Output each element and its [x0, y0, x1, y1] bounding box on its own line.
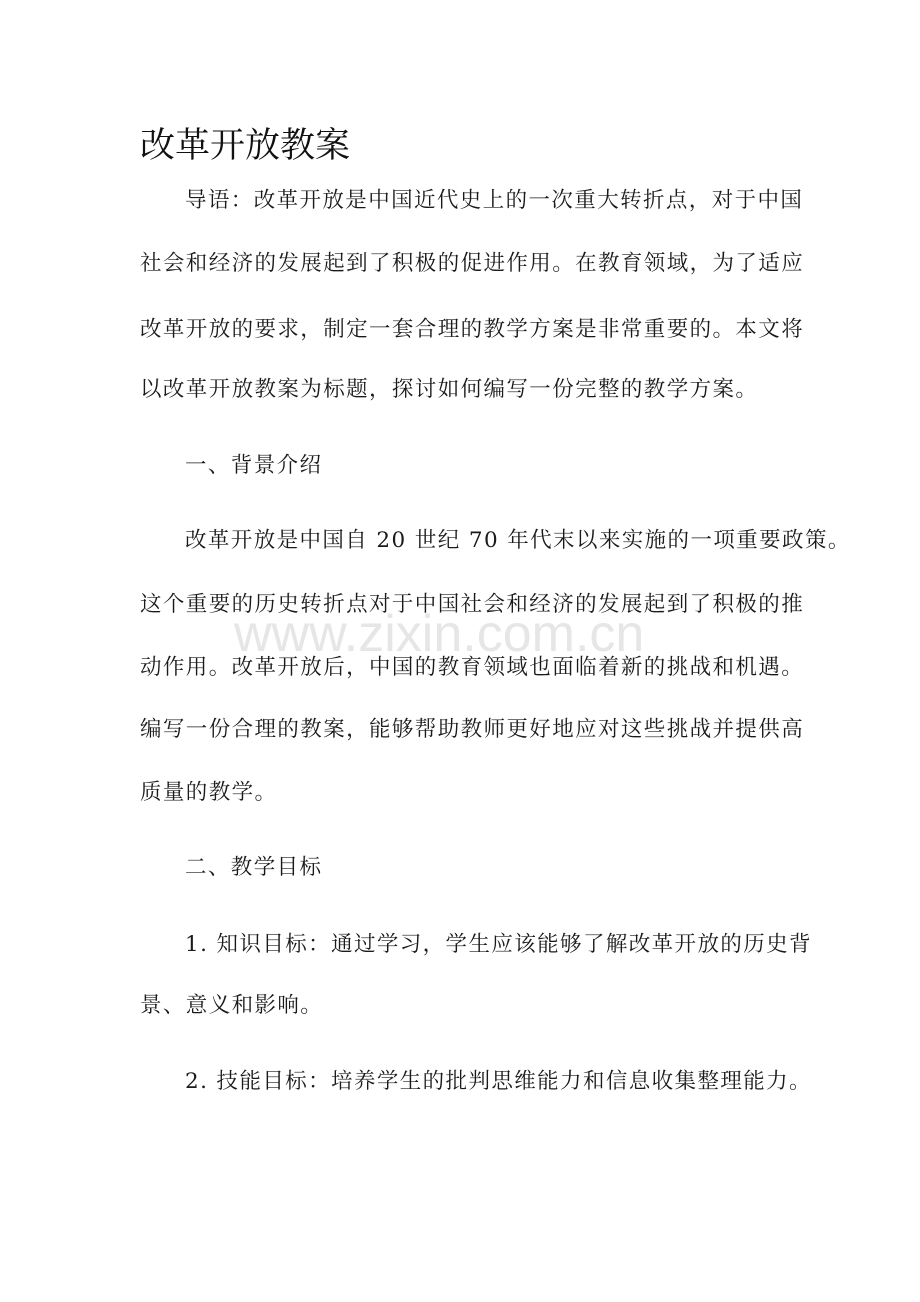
intro-line-2: 社会和经济的发展起到了积极的促进作用。在教育领域，为了适应 [140, 251, 805, 276]
objective-2-line-1: 2. 技能目标：培养学生的批判思维能力和信息收集整理能力。 [185, 1069, 812, 1094]
section1-line-5: 质量的教学。 [140, 780, 278, 805]
watermark: www.zixin.com.cn [234, 605, 645, 663]
intro-line-1: 导语：改革开放是中国近代史上的一次重大转折点，对于中国 [185, 188, 804, 213]
objective-1-line-1: 1. 知识目标：通过学习，学生应该能够了解改革开放的历史背 [185, 932, 812, 957]
intro-line-3: 改革开放的要求，制定一套合理的教学方案是非常重要的。本文将 [140, 317, 805, 342]
document-title: 改革开放教案 [140, 126, 351, 166]
intro-line-4: 以改革开放教案为标题，探讨如何编写一份完整的教学方案。 [140, 377, 759, 402]
section1-line-3: 动作用。改革开放后，中国的教育领域也面临着新的挑战和机遇。 [140, 655, 805, 680]
section-heading-objectives: 二、教学目标 [185, 855, 323, 880]
section-heading-background: 一、背景介绍 [185, 453, 323, 478]
section1-line-4: 编写一份合理的教案，能够帮助教师更好地应对这些挑战并提供高 [140, 717, 805, 742]
objective-1-line-2: 景、意义和影响。 [140, 993, 324, 1018]
section1-line-2: 这个重要的历史转折点对于中国社会和经济的发展起到了积极的推 [140, 592, 805, 617]
section1-line-1: 改革开放是中国自 20 世纪 70 年代末以来实施的一项重要政策。 [185, 528, 851, 553]
